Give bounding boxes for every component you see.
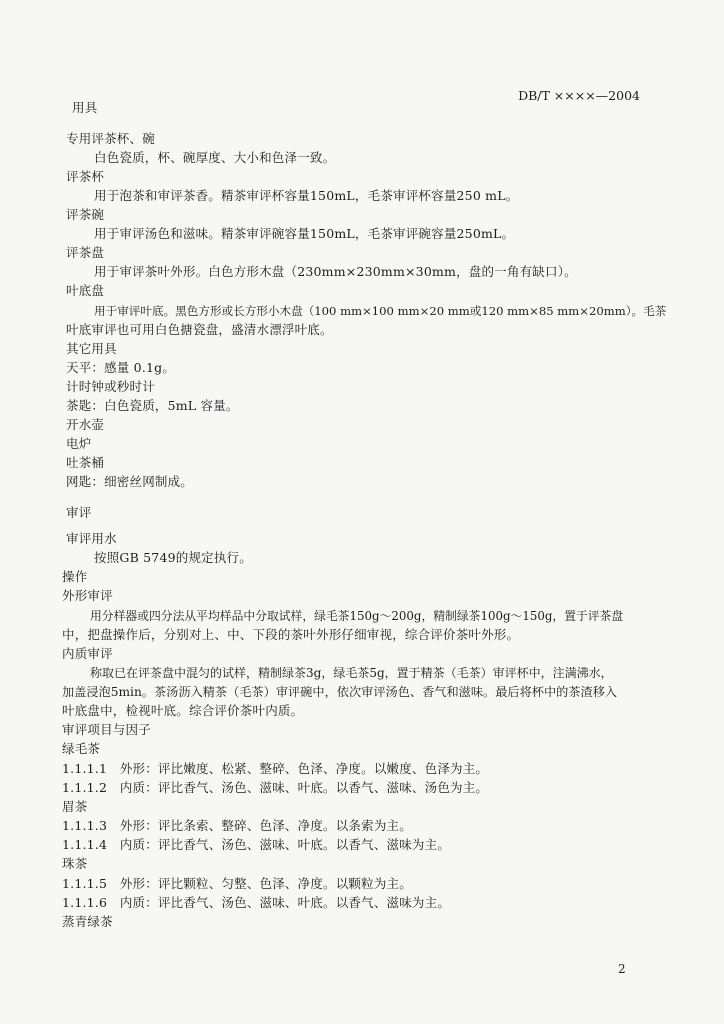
heading-mei-tea: 眉茶 <box>62 799 88 814</box>
text-line: 网匙：细密丝网制成。 <box>66 474 194 489</box>
text-line: 计时钟或秒时计 <box>66 379 155 394</box>
text-line: 叶底审评也可用白色搪瓷盘，盛清水漂浮叶底。 <box>66 322 333 337</box>
heading-evaluation: 审评 <box>66 505 92 520</box>
heading-tasting-bowl: 评茶碗 <box>66 207 105 222</box>
clause-1-1-1-4: 1.1.1.4 内质：评比香气、汤色、滋味、叶底。以香气、滋味为主。 <box>62 837 451 852</box>
text-line: 吐茶桶 <box>66 455 105 470</box>
heading-tasting-tray: 评茶盘 <box>66 245 105 260</box>
text-line: 开水壶 <box>66 417 105 432</box>
text-line: 用于审评叶底。黑色方形或长方形小木盘（100 mm×100 mm×20 mm或120 mm×85 mm×20mm）。毛茶 <box>94 304 667 318</box>
text-line: 称取已在评茶盘中混匀的试样，精制绿茶3g，绿毛茶5g，置于精茶（毛茶）审评杯中，注满沸水， <box>90 666 613 680</box>
clause-1-1-1-6: 1.1.1.6 内质：评比香气、汤色、滋味、叶底。以香气、滋味为主。 <box>62 895 451 910</box>
heading-tools: 用具 <box>72 100 98 115</box>
text-line: 电炉 <box>66 436 92 451</box>
standard-code-header: DB/T ××××—2004 <box>518 88 640 103</box>
heading-inner-quality: 内质审评 <box>62 646 113 661</box>
text-line: 用分样器或四分法从平均样品中分取试样，绿毛茶150g～200g，精制绿茶100g～150g，置于评茶盘 <box>90 609 624 623</box>
text-line: 用于审评茶叶外形。白色方形木盘（230mm×230mm×30mm，盘的一角有缺口）。 <box>94 264 577 279</box>
text-line: 用于泡茶和审评茶香。精茶审评杯容量150mL，毛茶审评杯容量250 mL。 <box>94 188 519 203</box>
heading-other-tools: 其它用具 <box>66 341 117 356</box>
heading-cups-bowls: 专用评茶杯、碗 <box>66 131 155 146</box>
heading-appearance: 外形审评 <box>62 588 113 603</box>
text-line: 中，把盘操作后，分别对上、中、下段的茶叶外形仔细审视，综合评价茶叶外形。 <box>62 627 520 642</box>
clause-1-1-1-5: 1.1.1.5 外形：评比颗粒、匀整、色泽、净度。以颗粒为主。 <box>62 876 412 891</box>
text-line: 加盖浸泡5min。茶汤沥入精茶（毛茶）审评碗中，依次审评汤色、香气和滋味。最后将杯中的茶渣移入 <box>62 685 618 699</box>
text-line: 叶底盘中，检视叶底。综合评价茶叶内质。 <box>62 703 304 718</box>
heading-steamed-green-tea: 蒸青绿茶 <box>62 914 113 929</box>
heading-operation: 操作 <box>62 569 88 584</box>
text-line: 按照GB 5749的规定执行。 <box>94 550 252 565</box>
text-line: 白色瓷质，杯、碗厚度、大小和色泽一致。 <box>94 150 336 165</box>
clause-1-1-1-1: 1.1.1.1 外形：评比嫩度、松紧、整碎、色泽、净度。以嫩度、色泽为主。 <box>62 761 489 776</box>
clause-1-1-1-2: 1.1.1.2 内质：评比香气、汤色、滋味、叶底。以香气、滋味、汤色为主。 <box>62 780 489 795</box>
text-line: 茶匙：白色瓷质，5mL 容量。 <box>66 398 239 413</box>
heading-pearl-tea: 珠茶 <box>62 856 88 871</box>
text-line: 天平：感量 0.1g。 <box>66 360 176 375</box>
heading-green-raw-tea: 绿毛茶 <box>62 741 101 756</box>
text-line: 用于审评汤色和滋味。精茶审评碗容量150mL，毛茶审评碗容量250mL。 <box>94 226 515 241</box>
heading-items-factors: 审评项目与因子 <box>62 722 151 737</box>
heading-leaf-tray: 叶底盘 <box>66 283 105 298</box>
clause-1-1-1-3: 1.1.1.3 外形：评比条索、整碎、色泽、净度。以条索为主。 <box>62 818 412 833</box>
page-number: 2 <box>618 962 626 976</box>
heading-water: 审评用水 <box>66 531 117 546</box>
heading-tasting-cup: 评茶杯 <box>66 169 105 184</box>
